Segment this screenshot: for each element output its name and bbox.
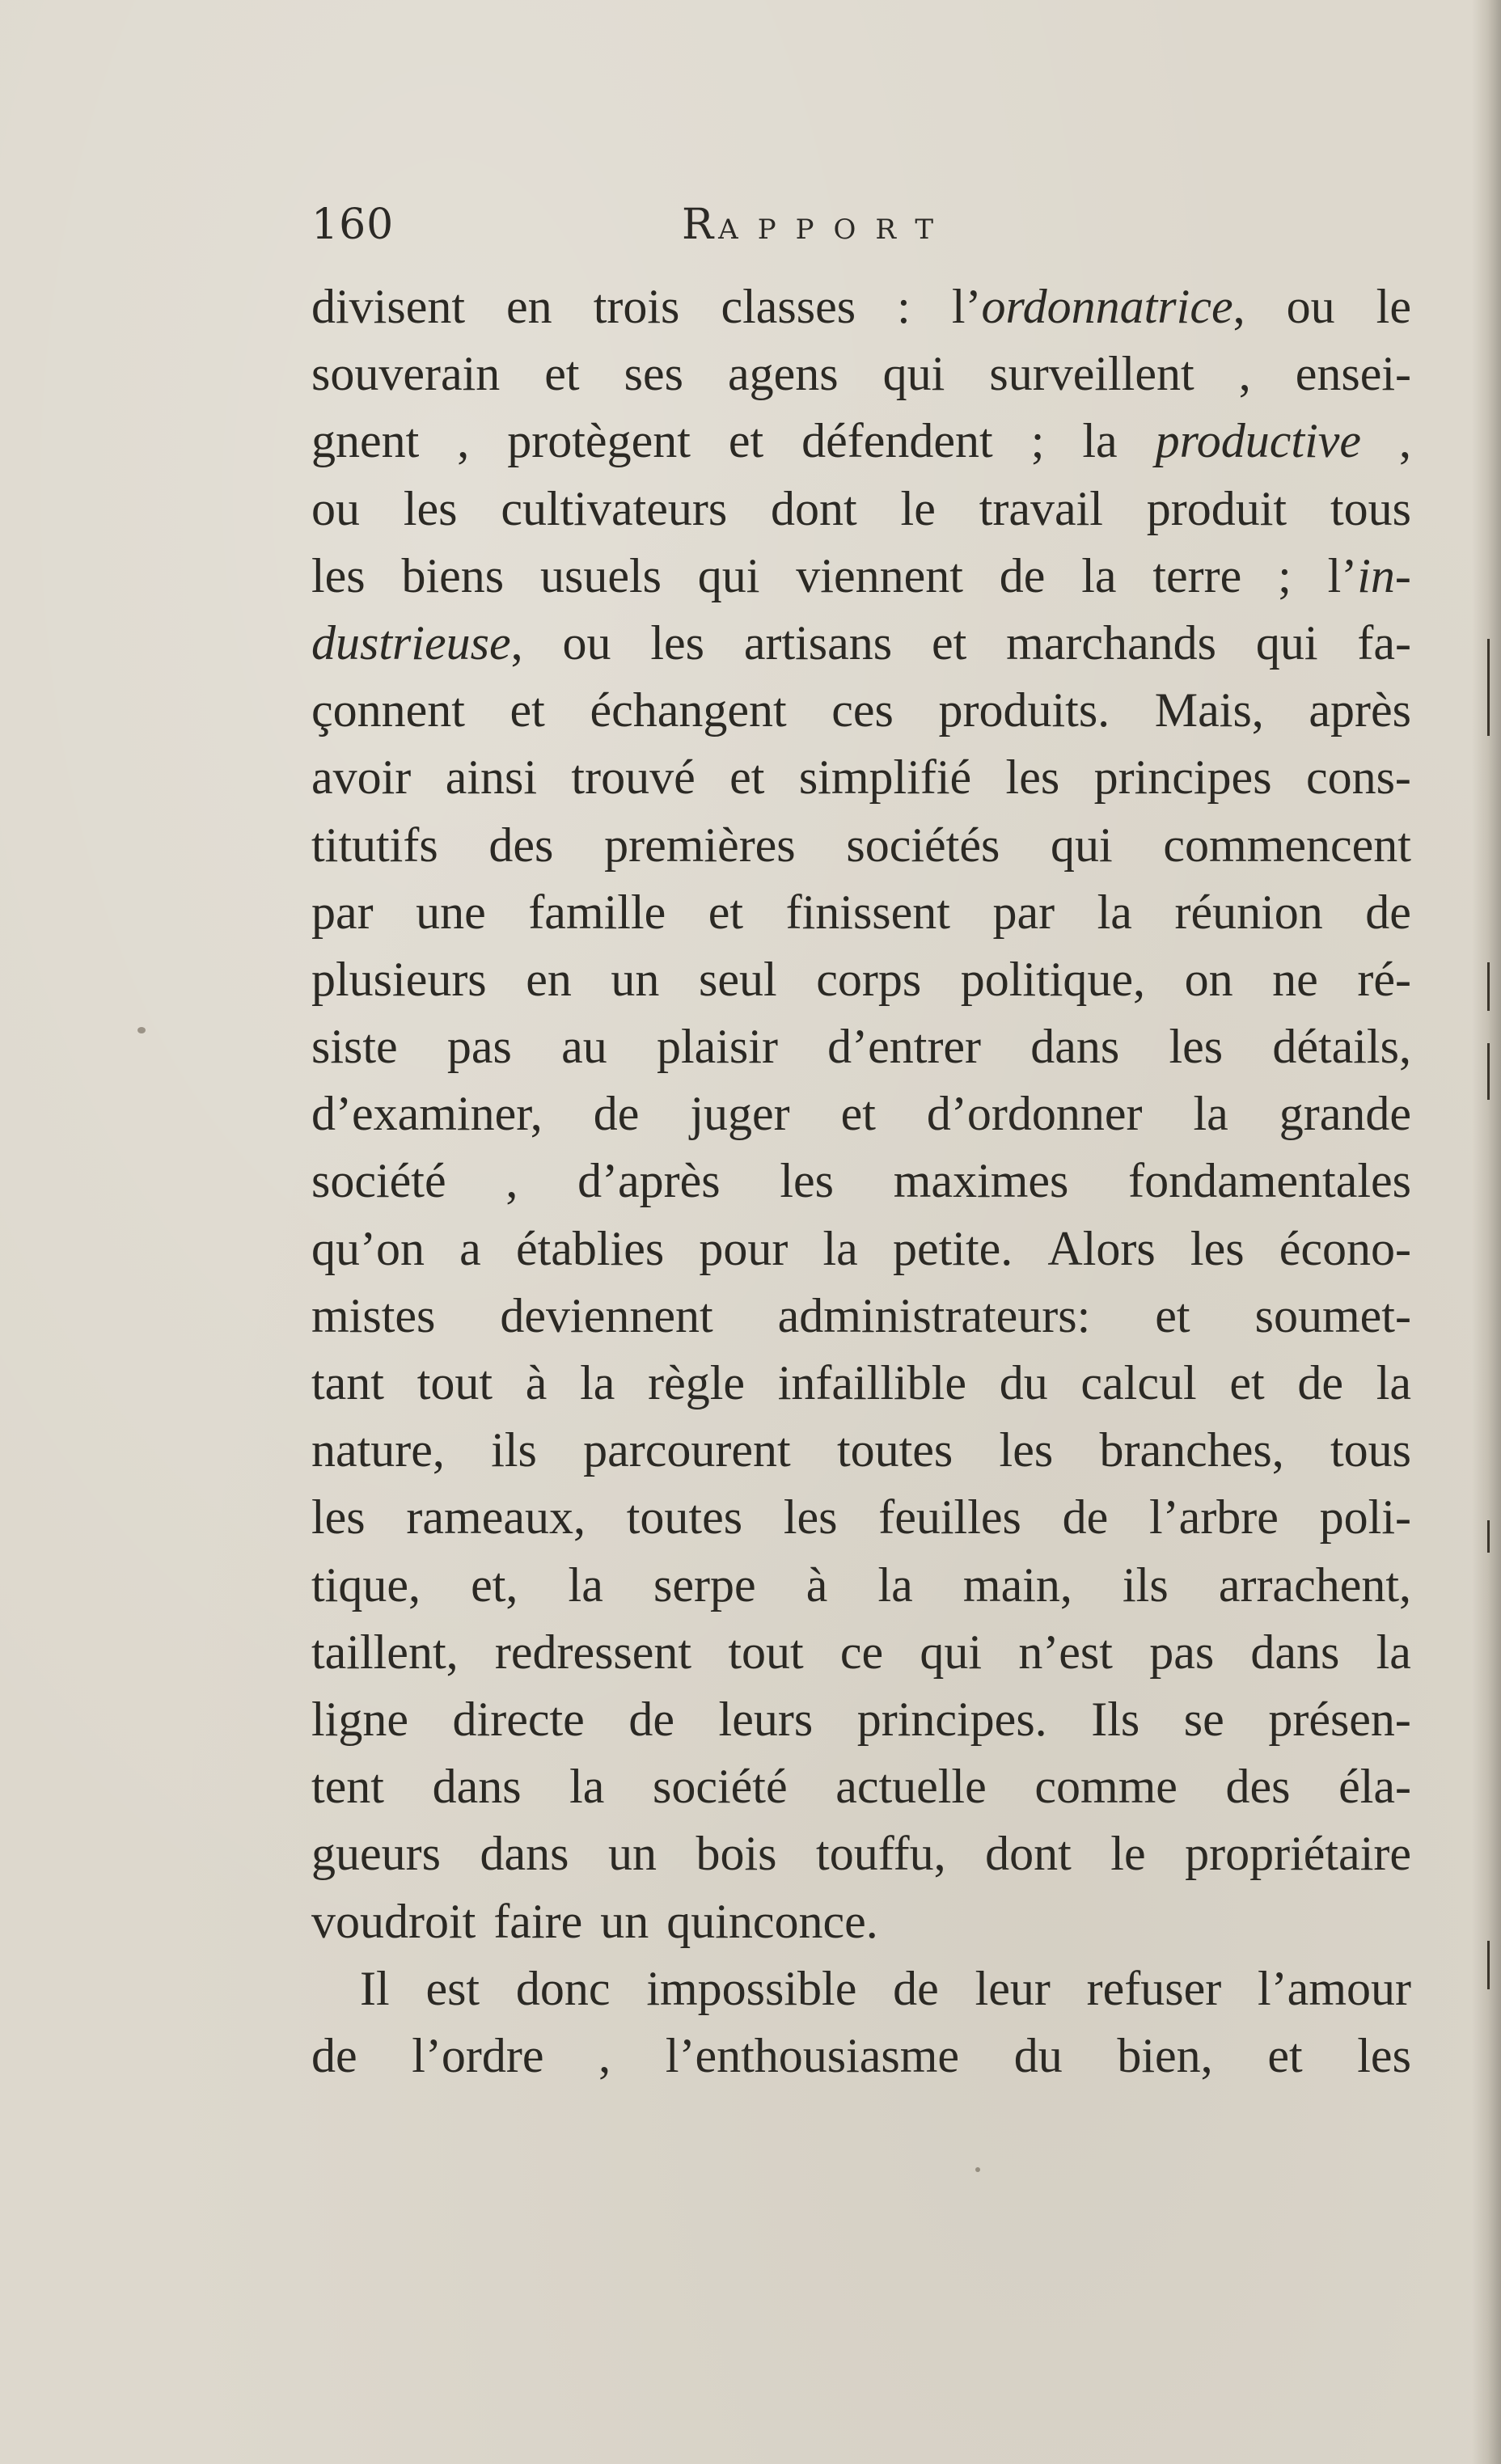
word: Mais, [1154, 683, 1264, 738]
word: poli- [1319, 1490, 1411, 1545]
word: éla- [1338, 1760, 1411, 1814]
word: ensei- [1295, 347, 1411, 401]
text-line [311, 1350, 1411, 1417]
word: siste [311, 1020, 398, 1074]
word: grande [1279, 1087, 1411, 1141]
word: Il [360, 1961, 390, 2015]
word: ainsi [445, 750, 538, 805]
word: le [1376, 280, 1411, 333]
text-line [311, 744, 1411, 811]
word: l’enthousiasme [665, 2028, 960, 2082]
word: ou [562, 615, 611, 670]
word: l’ordonnatrice, [951, 280, 1245, 333]
text-line [311, 408, 1411, 475]
word: calcul [1080, 1356, 1197, 1410]
word: nature, [311, 1423, 445, 1477]
edge-mark [1487, 1941, 1490, 1989]
paper-speck [975, 2167, 980, 2172]
word: ré- [1357, 952, 1411, 1006]
word: premières [604, 818, 796, 872]
text-line [311, 1552, 1411, 1619]
word: réunion [1174, 885, 1323, 939]
word: tant [311, 1356, 384, 1410]
word: terre [1152, 548, 1242, 602]
word: et, [471, 1557, 518, 1612]
word: établies [515, 1221, 665, 1275]
text-line [311, 1619, 1411, 1686]
word: pour [699, 1221, 789, 1275]
text-line [311, 812, 1411, 879]
word: marchands [1006, 615, 1217, 670]
word: voudroit [311, 1894, 476, 1948]
running-head-initial: R [682, 201, 719, 249]
word: un [611, 952, 660, 1006]
word: ce [839, 1625, 884, 1679]
word: tout [416, 1356, 493, 1410]
word: de [311, 2028, 357, 2082]
word: règle [648, 1356, 746, 1410]
word: dont [771, 481, 857, 535]
word: est [425, 1961, 480, 2015]
text-line [311, 879, 1411, 946]
word: branches, [1099, 1423, 1284, 1477]
word: trouvé [571, 750, 696, 805]
word: la [1193, 1087, 1228, 1141]
word: çonnent [311, 683, 465, 738]
text-line [311, 1820, 1411, 1887]
word: de [628, 1692, 674, 1746]
word: la [1376, 1625, 1411, 1679]
word: plaisir [656, 1020, 778, 1074]
word: après [1309, 683, 1411, 738]
word: la [877, 1557, 913, 1612]
word: produits. [938, 683, 1110, 738]
text-line [311, 677, 1411, 744]
word: gnent [311, 414, 420, 468]
word: leur [975, 1961, 1051, 2015]
word: serpe [653, 1557, 756, 1612]
word: feuilles [878, 1490, 1021, 1545]
page-header [311, 201, 1411, 265]
word: les [311, 1490, 366, 1545]
word: tique, [311, 1557, 421, 1612]
word: commencent [1163, 818, 1411, 872]
word: artisans [743, 615, 893, 670]
word: classes [721, 280, 856, 333]
word: faire [493, 1894, 583, 1948]
word: productive [1155, 414, 1361, 468]
word: du [1013, 2028, 1063, 2082]
word: dont [985, 1827, 1072, 1881]
word: la [580, 1356, 615, 1410]
word: biens [401, 548, 505, 602]
word: d’ordonner [926, 1087, 1143, 1141]
word: l’amour [1258, 1961, 1411, 2015]
text-line [311, 1417, 1411, 1484]
word: la [822, 1221, 858, 1275]
word: un [600, 1894, 649, 1948]
word: défendent [801, 414, 993, 468]
word: à [805, 1557, 828, 1612]
word: dans [1030, 1020, 1120, 1074]
word: et [729, 750, 765, 805]
word: tous [1330, 481, 1411, 535]
word: tout [728, 1625, 804, 1679]
word: dans [1250, 1625, 1340, 1679]
page-edge-shadow [1472, 0, 1501, 2464]
word: arrachent, [1218, 1557, 1411, 1612]
word: ; [1030, 414, 1045, 468]
word: la [568, 1557, 603, 1612]
word: détails, [1272, 1020, 1411, 1074]
word: sociétés [846, 818, 1000, 872]
word: les [403, 481, 458, 535]
word: agens [728, 347, 839, 401]
word: , [505, 1154, 518, 1208]
word: simplifié [798, 750, 972, 805]
word: et [509, 683, 545, 738]
word: viennent [796, 548, 963, 602]
edge-mark [1487, 1520, 1490, 1553]
text-line [311, 475, 1411, 543]
word: et [728, 414, 764, 468]
text-line [311, 1753, 1411, 1820]
word: gueurs [311, 1827, 441, 1881]
word: d’entrer [827, 1020, 982, 1074]
word: touffu, [816, 1827, 946, 1881]
word: bien, [1117, 2028, 1213, 2082]
word: au [561, 1020, 607, 1074]
word: deviennent [500, 1288, 713, 1342]
word: ne [1272, 952, 1318, 1006]
text-line [311, 610, 1411, 677]
word: comme [1034, 1760, 1178, 1814]
word: et [1229, 1356, 1265, 1410]
word: écono- [1279, 1221, 1411, 1275]
word: administrateurs: [777, 1288, 1091, 1342]
word: dans [480, 1827, 569, 1881]
word: les [780, 1154, 835, 1208]
word: les [311, 548, 366, 602]
word: produit [1146, 481, 1287, 535]
word: du [999, 1356, 1048, 1410]
word: ils [491, 1423, 537, 1477]
word: qui [1051, 818, 1113, 872]
word: la [1081, 548, 1117, 602]
word: le [1110, 1827, 1146, 1881]
word: pas [446, 1020, 512, 1074]
word: n’est [1018, 1625, 1113, 1679]
word: de [1297, 1356, 1343, 1410]
paper-speck [137, 1027, 146, 1033]
word: les [783, 1490, 838, 1545]
word: juger [690, 1087, 790, 1141]
word: à [525, 1356, 548, 1410]
text-line [311, 1283, 1411, 1350]
word: des [1225, 1760, 1291, 1814]
word: corps [816, 952, 922, 1006]
word: dans [432, 1760, 522, 1814]
word: cons- [1305, 750, 1411, 805]
word: cultivateurs [501, 481, 728, 535]
text-line [311, 946, 1411, 1013]
word: soumet- [1254, 1288, 1411, 1342]
word: taillent, [311, 1625, 459, 1679]
word: directe [452, 1692, 585, 1746]
word: et [840, 1087, 876, 1141]
word: se [1183, 1692, 1224, 1746]
word: donc [515, 1961, 611, 2015]
text-line [311, 1215, 1411, 1283]
word: leurs [718, 1692, 814, 1746]
word: les [650, 615, 704, 670]
text-line [311, 1686, 1411, 1753]
word: maximes [893, 1154, 1069, 1208]
word: échangent [590, 683, 787, 738]
word: la [1082, 414, 1118, 468]
word: titutifs [311, 818, 438, 872]
word: par [311, 885, 374, 939]
running-head [682, 201, 953, 249]
word: de [893, 1961, 939, 2015]
word: de [593, 1087, 640, 1141]
word: , [1238, 347, 1251, 401]
text-line [311, 1080, 1411, 1147]
text-line [311, 1955, 1411, 2022]
word: la [1097, 885, 1132, 939]
word: les [1005, 750, 1060, 805]
word: quinconce. [666, 1894, 878, 1948]
text-line [311, 543, 1411, 610]
word: l’arbre [1149, 1490, 1279, 1545]
word: Alors [1047, 1221, 1156, 1275]
word: rameaux, [406, 1490, 586, 1545]
word: politique, [960, 952, 1146, 1006]
word: l’ordre [412, 2028, 544, 2082]
word: , [1398, 414, 1411, 468]
word: impossible [646, 1961, 857, 2015]
word: toutes [836, 1423, 953, 1477]
word: tous [1330, 1423, 1411, 1477]
word: de [1365, 885, 1411, 939]
word: mistes [311, 1288, 436, 1342]
word: les [1169, 1020, 1224, 1074]
word: refuser [1086, 1961, 1222, 2015]
word: qui [1255, 615, 1318, 670]
word: ou [1286, 280, 1335, 333]
word: famille [528, 885, 666, 939]
word: seul [698, 952, 777, 1006]
word: bois [696, 1827, 777, 1881]
word: principes. [856, 1692, 1047, 1746]
word: ligne [311, 1692, 408, 1746]
word: , [457, 414, 470, 468]
word: divisent [311, 280, 465, 333]
word: les [999, 1423, 1054, 1477]
word: usuels [539, 548, 662, 602]
word: qu’on [311, 1221, 425, 1275]
word: qui [882, 347, 945, 401]
word: parcourent [583, 1423, 791, 1477]
word: souverain [311, 347, 501, 401]
word: et [1155, 1288, 1190, 1342]
word: les [1357, 2028, 1411, 2082]
word: et [931, 615, 967, 670]
word: tent [311, 1760, 384, 1814]
running-head-rest: APPORT [718, 213, 953, 246]
word: fa- [1357, 615, 1411, 670]
word: propriétaire [1185, 1827, 1411, 1881]
word: travail [979, 481, 1103, 535]
text-line [311, 2022, 1411, 2090]
word: qui [697, 548, 760, 602]
word: surveillent [989, 347, 1194, 401]
word: on [1184, 952, 1233, 1006]
word: qui [920, 1625, 983, 1679]
word: et [1267, 2028, 1303, 2082]
word: de [1062, 1490, 1109, 1545]
word: les [1190, 1221, 1245, 1275]
word: et [708, 885, 744, 939]
word: avoir [311, 750, 412, 805]
word: principes [1093, 750, 1272, 805]
word: redressent [494, 1625, 692, 1679]
text-line [311, 1888, 1411, 1955]
word: petite. [892, 1221, 1013, 1275]
word: présen- [1268, 1692, 1411, 1746]
word: la [1376, 1356, 1411, 1410]
word: ses [624, 347, 683, 401]
word: ces [831, 683, 894, 738]
word: a [459, 1221, 481, 1275]
text-line [311, 1484, 1411, 1551]
word: fondamentales [1128, 1154, 1411, 1208]
word: ils [1123, 1557, 1169, 1612]
word: en [526, 952, 572, 1006]
edge-mark [1487, 962, 1490, 1011]
word: un [607, 1827, 657, 1881]
word: Ils [1091, 1692, 1140, 1746]
word: pas [1149, 1625, 1215, 1679]
word: d’après [577, 1154, 721, 1208]
word: finissent [785, 885, 950, 939]
word: toutes [626, 1490, 743, 1545]
word: infaillible [777, 1356, 966, 1410]
edge-mark [1487, 639, 1490, 736]
word: actuelle [835, 1760, 987, 1814]
word: l’in- [1327, 548, 1411, 602]
word: protègent [507, 414, 691, 468]
edge-mark [1487, 1043, 1490, 1100]
word: le [900, 481, 936, 535]
word: société [653, 1760, 788, 1814]
text-line [311, 1013, 1411, 1080]
word: d’examiner, [311, 1087, 543, 1141]
word: ; [1278, 548, 1292, 602]
word: société [311, 1154, 446, 1208]
page-number: 160 [311, 201, 395, 249]
text-line [311, 340, 1411, 408]
word: plusieurs [311, 952, 487, 1006]
word: la [569, 1760, 605, 1814]
word: et [544, 347, 580, 401]
word: main, [962, 1557, 1072, 1612]
word: dustrieuse, [311, 615, 523, 670]
word: une [416, 885, 486, 939]
word: des [488, 818, 554, 872]
word: : [897, 280, 911, 333]
word: trois [593, 280, 680, 333]
text-line [311, 273, 1411, 340]
word: de [999, 548, 1046, 602]
word: , [598, 2028, 611, 2082]
word: en [506, 280, 552, 333]
word: ou [311, 481, 360, 535]
text-line [311, 1147, 1411, 1215]
word: par [992, 885, 1055, 939]
body-text [311, 273, 1411, 2090]
